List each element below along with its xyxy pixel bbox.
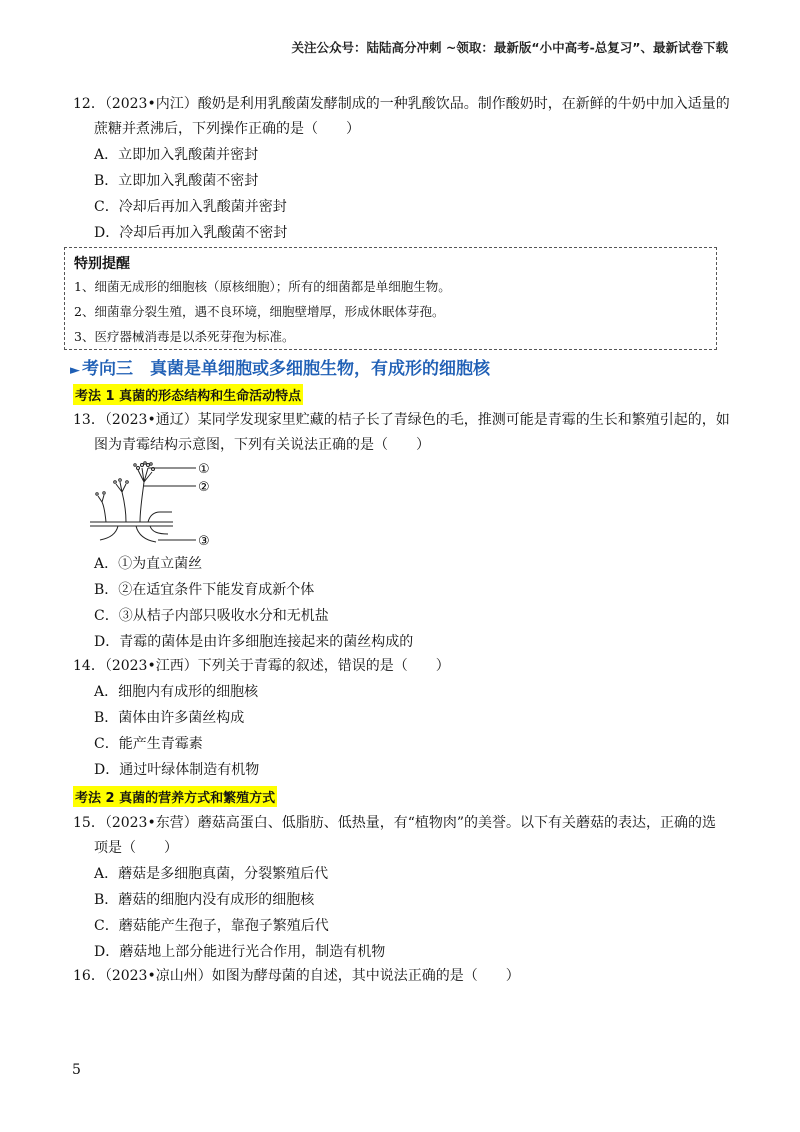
option-b: B．②在适宜条件下能发育成新个体	[94, 582, 315, 598]
question-15-line2: 项是（ ）	[94, 840, 178, 856]
figure-label-3: ③	[198, 534, 210, 549]
reminder-title: 特别提醒	[74, 256, 130, 272]
option-c: C．冷却后再加入乳酸菌并密封	[94, 199, 287, 215]
figure-label-1: ①	[198, 462, 210, 477]
question-14-line1: 14．（2023•江西）下列关于青霉的叙述，错误的是（ ）	[73, 658, 450, 674]
option-a: A．①为直立菌丝	[94, 556, 203, 572]
question-12-line2: 蔗糖并煮沸后，下列操作正确的是（ ）	[94, 121, 360, 137]
kaofa-2-label: 考法 2 真菌的营养方式和繁殖方式	[73, 786, 277, 807]
question-15-line1: 15．（2023•东营）蘑菇高蛋白、低脂肪、低热量，有“植物肉”的美誉。以下有关蘑菇的表达，正确的选	[73, 815, 717, 831]
option-b: B．蘑菇的细胞内没有成形的细胞核	[94, 892, 315, 908]
figure-label-2: ②	[198, 480, 210, 495]
option-a: A．细胞内有成形的细胞核	[94, 684, 259, 700]
page-header: 关注公众号：陆陆高分冲刺 ~领取：最新版“小中高考-总复习”、最新试卷下载	[291, 40, 728, 55]
question-13-line1: 13．（2023•通辽）某同学发现家里贮藏的桔子长了青绿色的毛，推测可能是青霉的生长和繁殖引起的，如	[73, 412, 730, 428]
section-heading	[70, 354, 490, 379]
option-d: D．通过叶绿体制造有机物	[94, 762, 260, 778]
section-title: 考向三 真菌是单细胞或多细胞生物，有成形的细胞核	[82, 359, 490, 379]
option-d: D．蘑菇地上部分能进行光合作用，制造有机物	[94, 944, 386, 960]
option-c: C．能产生青霉素	[94, 736, 203, 752]
special-reminder-box	[64, 247, 717, 350]
option-b: B．立即加入乳酸菌不密封	[94, 173, 259, 189]
option-c: C．③从桔子内部只吸收水分和无机盐	[94, 608, 329, 624]
option-b: B．菌体由许多菌丝构成	[94, 710, 245, 726]
question-12-line1: 12．（2023•内江）酸奶是利用乳酸菌发酵制成的一种乳酸饮品。制作酸奶时，在新鲜的牛奶中加入适量的	[73, 96, 730, 112]
kaofa-1-label: 考法 1 真菌的形态结构和生命活动特点	[73, 384, 303, 405]
question-15	[73, 811, 716, 965]
reminder-line-3: 3、医疗器械消毒是以杀死芽孢为标准。	[74, 329, 295, 344]
option-d: D．冷却后再加入乳酸菌不密封	[94, 225, 288, 241]
option-a: A．立即加入乳酸菌并密封	[94, 147, 259, 163]
option-d: D．青霉的菌体是由许多细胞连接起来的菌丝构成的	[94, 634, 414, 650]
question-12	[73, 92, 730, 246]
question-13-line2: 图为青霉结构示意图，下列有关说法正确的是（ ）	[94, 437, 430, 453]
reminder-line-2: 2、细菌靠分裂生殖，遇不良环境，细胞壁增厚，形成休眠体芽孢。	[74, 304, 445, 319]
question-16	[73, 964, 520, 989]
option-c: C．蘑菇能产生孢子，靠孢子繁殖后代	[94, 918, 329, 934]
question-13	[73, 408, 730, 458]
option-a: A．蘑菇是多细胞真菌，分裂繁殖后代	[94, 866, 329, 882]
triangle-marker-icon: ►	[70, 363, 80, 378]
reminder-line-1: 1、细菌无成形的细胞核（原核细胞）；所有的细菌都是单细胞生物。	[74, 279, 451, 294]
question-16-line1: 16．（2023•凉山州）如图为酵母菌的自述，其中说法正确的是（ ）	[73, 968, 520, 984]
question-13-options	[73, 551, 413, 655]
penicillium-structure-figure	[88, 460, 218, 550]
question-14	[73, 654, 450, 783]
page-number: 5	[72, 1062, 81, 1078]
